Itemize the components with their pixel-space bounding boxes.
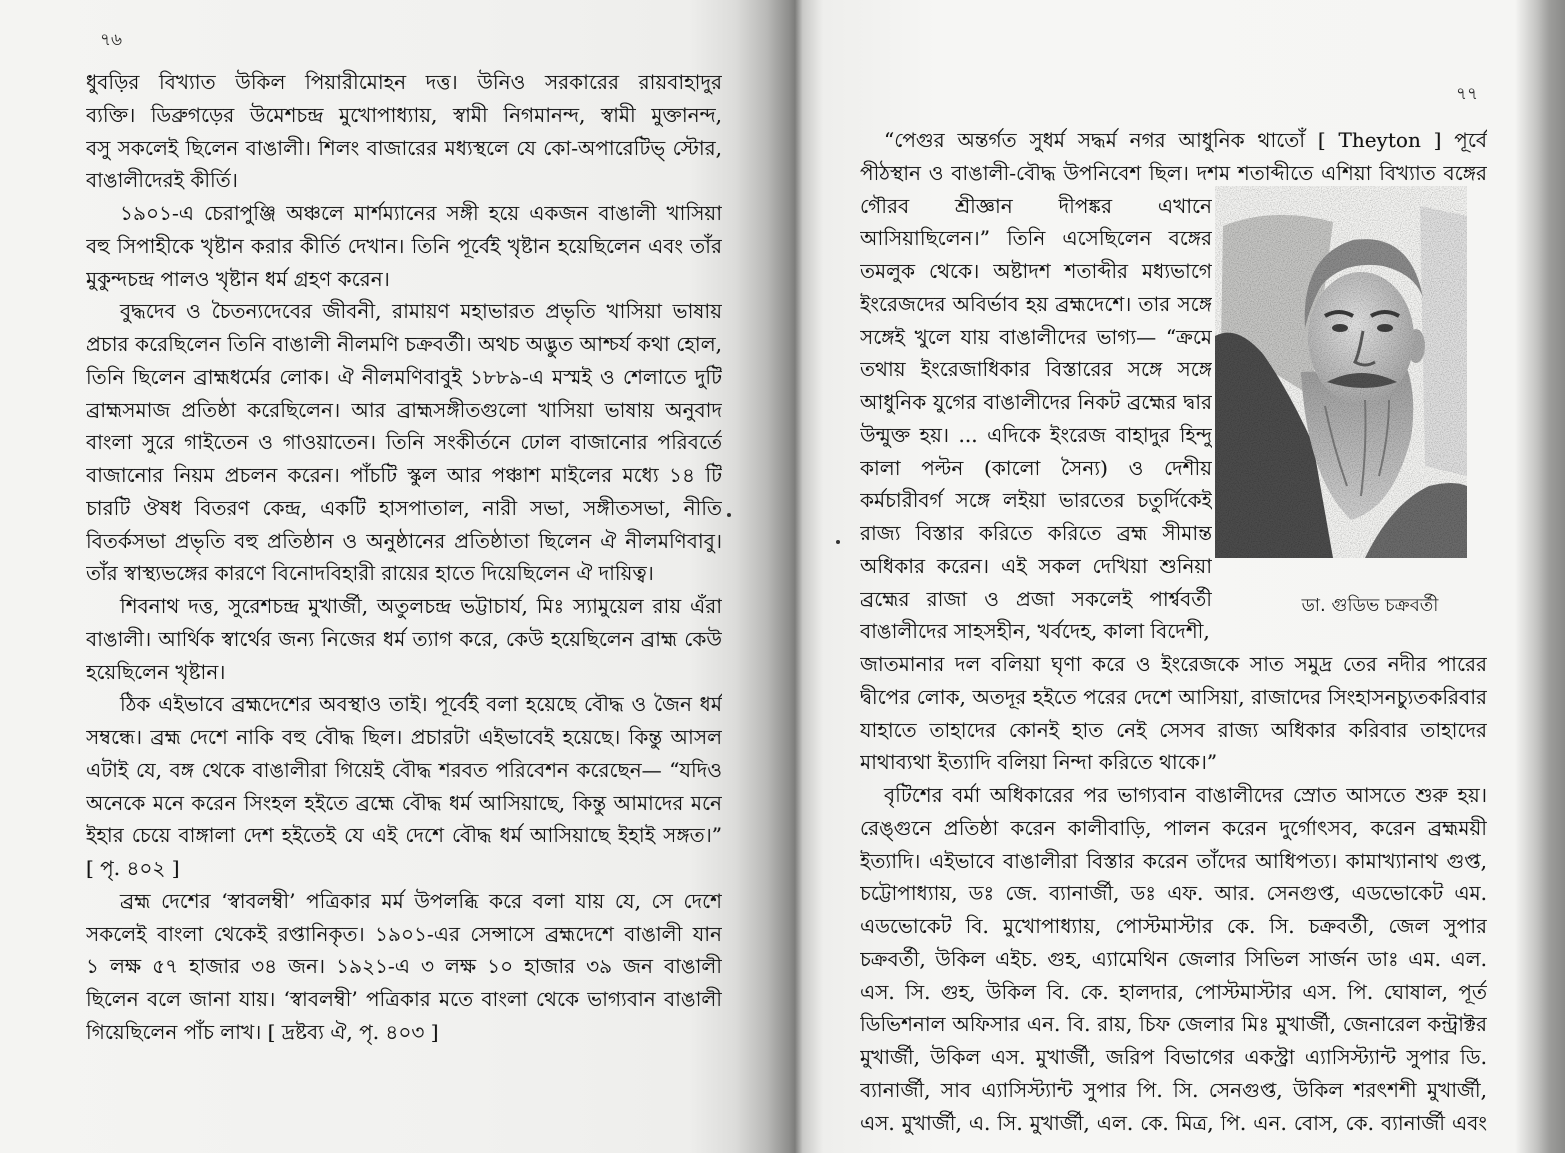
text-line: পীঠস্থান ও বাঙালী-বৌদ্ধ উপনিবেশ ছিল। দশম শতাব্দীতে এশিয়া বিখ্যাত বঙ্গের [860,160,1487,185]
left-page-text [86,66,722,1049]
text-line: রেঙ্গুনে প্রতিষ্ঠা করেন কালীবাড়ি, পালন করেন দুর্গোৎসব, করেন ব্রহ্মময়ী [860,815,1487,840]
text-line: ব্রহ্ম দেশের ‘স্বাবলম্বী’ পত্রিকার মর্ম উপলব্ধি করে বলা যায় যে, সে দেশে [120,888,722,913]
text-line: জাতমানার দল বলিয়া ঘৃণা করে ও ইংরেজকে সাত সমুদ্র তের নদীর পারের [860,652,1487,676]
photo-caption: ডা. গুডিভ চক্রবর্তী [1301,595,1439,616]
text-line: এস. সি. গুহ, উকিল বি. কে. হালদার, পোস্টমাস্টার এস. পি. ঘোষাল, পূর্ত [860,979,1487,1004]
text-line: বাজানোর নিয়ম প্রচলন করেন। পাঁচটি স্কুল আর পঞ্চাশ মাইলের মধ্যে ১৪ টি [86,463,722,487]
text-line: বহু সিপাহীকে খৃষ্টান করার কীর্তি দেখান। তিনি পূর্বেই খৃষ্টান হয়েছিলেন এবং তাঁর [86,233,722,258]
paragraph [86,590,722,688]
text-line: বাঙালীদেরই কীর্তি। [86,168,238,193]
text-line: চারটি ঔষধ বিতরণ কেন্দ্র, একটি হাসপাতাল, নারী সভা, সঙ্গীতসভা, নীতি [86,495,722,520]
text-line: কালা পল্টন (কালো সৈন্য) ও দেশীয় [860,455,1212,480]
text-line: ১৯০১-এ চেরাপুঞ্জি অঞ্চলে মার্শম্যানের সঙ্গী হয়ে একজন বাঙালী খাসিয়া [120,201,722,225]
text-line: ঠিক এইভাবে ব্রহ্মদেশের অবস্থাও তাই। পূর্বেই বলা হয়েছে বৌদ্ধ ও জৈন ধর্ম [120,692,722,717]
text-line: মাথাব্যথা ইত্যাদি বলিয়া নিন্দা করিতে থাকে।” [860,750,1218,775]
text-line: [ পৃ. ৪০২ ] [86,856,180,880]
text-line: শিবনাথ দত্ত, সুরেশচন্দ্র মুখার্জী, অতুলচন্দ্র ভট্টাচার্য, মিঃ স্যামুয়েল রায় এঁরা [120,594,722,618]
text-line: অধিকার করেন। এই সকল দেখিয়া শুনিয়া [860,553,1212,578]
text-line: সঙ্গেই খুলে যায় বাঙালীদের ভাগ্য— “ক্রমে [860,324,1212,349]
portrait-image [1215,186,1467,558]
text-line: অনেকে মনে করেন সিংহল হইতে ব্রহ্মে বৌদ্ধ ধর্ম আসিয়াছে, কিন্তু আমাদের মনে [86,790,722,815]
paragraph [86,688,722,885]
text-line: মুকুন্দচন্দ্র পালও খৃষ্টান ধর্ম গ্রহণ করেন। [86,266,390,291]
paragraph [86,295,722,590]
text-line: তমলুক থেকে। অষ্টাদশ শতাব্দীর মধ্যভাগে [860,259,1212,283]
text-line: বসু সকলেই ছিলেন বাঙালী। শিলং বাজারের মধ্যস্থলে যে কো-অপারেটিভ্ স্টোর, [86,135,722,160]
ink-speck [727,513,731,517]
text-line: এটাই যে, বঙ্গ থেকে বাঙালীরা গিয়েই বৌদ্ধ শরবত পরিবেশন করেছেন— “যদিও [86,757,722,782]
text-line: সকলেই বাংলা থেকেই রপ্তানিকৃত। ১৯০১-এর সেন্সাসে ব্রহ্মদেশে বাঙালী যান [86,921,722,946]
text-line: ব্রাহ্মসমাজ প্রতিষ্ঠা করেছিলেন। আর ব্রাহ্মসঙ্গীতগুলো খাসিয়া ভাষায় অনুবাদ [86,397,722,422]
text-line: কর্মচারীবর্গ সঙ্গে লইয়া ভারতের চতুর্দিকেই [860,488,1212,513]
text-line: গৌরব শ্রীজ্ঞান দীপঙ্কর এখানে [860,193,1212,218]
text-line: বাঙালীদের সাহসহীন, খর্বদেহ, কালা বিদেশী, [860,619,1210,644]
text-line: “পেগুর অন্তর্গত সুধর্ম সদ্ধর্ম নগর আধুনিক থাতোঁ [ Theyton ] পূর্বে [884,128,1487,152]
text-line: চট্টোপাধ্যায়, ডঃ জে. ব্যানার্জী, ডঃ এফ. আর. সেনগুপ্ত, এডভোকেট এম. [860,881,1487,906]
text-line: গিয়েছিলেন পাঁচ লাখ। [ দ্রষ্টব্য ঐ, পৃ. ৪০৩ ] [86,1019,439,1044]
text-line: মুখার্জী, উকিল এস. মুখার্জী, জরিপ বিভাগের একস্ট্রা এ্যাসিস্ট্যান্ট সুপার ডি. [860,1045,1487,1069]
text-line: ধুবড়ির বিখ্যাত উকিল পিয়ারীমোহন দত্ত। উনিও সরকারের রায়বাহাদুর [86,70,722,94]
portrait-photo [1215,186,1467,558]
text-line: ইংরেজদের অবির্ভাব হয় ব্রহ্মদেশে। তার সঙ্গে [860,291,1212,316]
text-line: বাংলা সুরে গাইতেন ও গাওয়াতেন। তিনি সংকীর্তনে ঢোল বাজানোর পরিবর্তে [86,430,722,455]
text-line: হয়েছিলেন খৃষ্টান। [86,659,226,684]
text-line: ইহার চেয়ে বাঙ্গালা দেশ হইতেই যে এই দেশে বৌদ্ধ ধর্ম আসিয়াছে ইহাই সঙ্গত।” [86,823,722,848]
paragraph [860,779,1487,1139]
ink-speck [836,540,840,544]
text-line: চক্রবর্তী, উকিল এইচ. গুহ, এ্যামেথিন জেলার সিভিল সার্জন ডাঃ এম. এল. [860,946,1487,971]
text-line: ডিভিশনাল অফিসার এন. বি. রায়, চিফ জেলার মিঃ মুখার্জী, জেনারেল কন্ট্রাক্টর [860,1012,1487,1037]
text-line: বিতর্কসভা প্রভৃতি বহু প্রতিষ্ঠান ও অনুষ্ঠানের প্রতিষ্ঠাতা ছিলেন ঐ নীলমণিবাবু। [86,528,722,553]
text-line: বুদ্ধদেব ও চৈতন্যদেবের জীবনী, রামায়ণ মহাভারত প্রভৃতি খাসিয়া ভাষায় [120,299,722,324]
page-number-left: ৭৬ [100,30,123,50]
text-line: এডভোকেট বি. মুখোপাধ্যায়, পোস্টমাস্টার কে. সি. চক্রবর্তী, জেল সুপার [860,914,1487,938]
text-line: দ্বীপের লোক, অতদূর হইতে পরের দেশে আসিয়া, রাজাদের সিংহাসনচ্যুতকরিবার [860,684,1487,709]
text-line: ব্যানার্জী, সাব এ্যাসিস্ট্যান্ট সুপার পি. সি. সেনগুপ্ত, উকিল শরৎশশী মুখার্জী, [860,1077,1487,1102]
text-line: ইত্যাদি। এইভাবে বাঙালীরা বিস্তার করেন তাঁদের আধিপত্য। কামাখ্যানাথ গুপ্ত, [860,848,1487,873]
paragraph [86,885,722,1049]
text-line: যাহাতে তাহাদের কোনই হাত নেই সেসব রাজ্য অধিকার করিবার তাহাদের [860,717,1487,742]
text-line: ব্যক্তি। ডিব্রুগড়ের উমেশচন্দ্র মুখোপাধ্যায়, স্বামী নিগমানন্দ, স্বামী মুক্তানন্দ, [86,102,722,127]
text-line: বৃটিশের বর্মা অধিকারের পর ভাগ্যবান বাঙালীদের স্রোত আসতে শুরু হয়। [884,783,1487,807]
text-line: তাঁর স্বাস্থ্যভঙ্গের কারণে বিনোদবিহারী রায়ের হাতে দিয়েছিলেন ঐ দায়িত্ব। [86,561,654,586]
paragraph [86,66,722,197]
text-line: এস. মুখার্জী, এ. সি. মুখার্জী, এল. কে. মিত্র, পি. এন. বোস, কে. ব্যানার্জী এবং [860,1110,1487,1135]
text-line: তিনি ছিলেন ব্রাহ্মধর্মের লোক। ঐ নীলমণিবাবুই ১৮৮৯-এ মস্মই ও শেলাতে দুটি [86,364,722,389]
text-line: বাঙালী। আর্থিক স্বার্থের জন্য নিজের ধর্ম ত্যাগ করে, কেউ হয়েছিলেন ব্রাহ্ম কেউ [86,626,722,651]
text-line: প্রচার করেছিলেন তিনি বাঙালী নীলমণি চক্রবর্তী। অথচ অদ্ভুত আশ্চর্য কথা হোল, [86,332,722,356]
text-line: ১ লক্ষ ৫৭ হাজার ৩৪ জন। ১৯২১-এ ৩ লক্ষ ১০ হাজার ৩৯ জন বাঙালী [86,954,722,979]
paragraph [86,197,722,295]
text-line: উন্মুক্ত হয়। ... এদিকে ইংরেজ বাহাদুর হিন্দু [860,422,1212,447]
text-line: আসিয়াছিলেন।” তিনি এসেছিলেন বঙ্গের [860,226,1212,251]
text-line: ছিলেন বলে জানা যায়। ‘স্বাবলম্বী’ পত্রিকার মতে বাংলা থেকে ভাগ্যবান বাঙালী [86,987,722,1011]
page-number-right: ৭৭ [1456,84,1479,104]
text-line: সম্বন্ধে। ব্রহ্ম দেশে নাকি বহু বৌদ্ধ ছিল। প্রচারটা এইভাবেই হয়েছে। কিন্তু আসল [86,725,722,749]
text-line: রাজ্য বিস্তার করিতে করিতে ব্রহ্ম সীমান্ত [860,521,1212,545]
text-line: ব্রহ্মের রাজা ও প্রজা সকলেই পার্শ্ববর্তী [860,586,1212,611]
photo-grain [1215,186,1467,558]
text-line: আধুনিক যুগের বাঙালীদের নিকট ব্রহ্মের দ্বার [860,390,1212,414]
text-line: তথায় ইংরেজাধিকার বিস্তারের সঙ্গে সঙ্গে [860,357,1212,382]
